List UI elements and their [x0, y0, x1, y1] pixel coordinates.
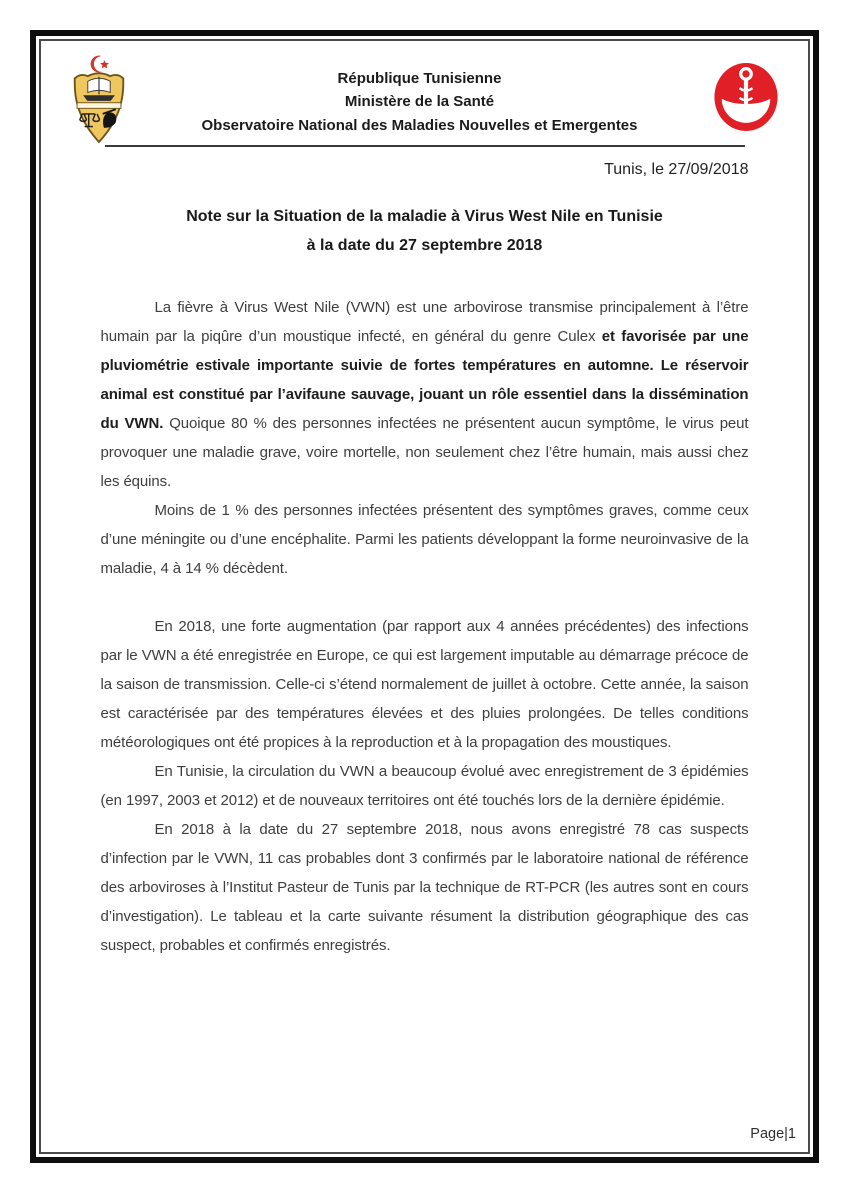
- paragraph-intro-bold-text: et favorisée par une pluviométrie estivale importante suivie de fortes températures en automne. Le réservoir animal est constitué par l’avifaune sauvage, jouant un rôle essentiel dans la dissémination du VWN.: [100, 327, 749, 432]
- document-body: [101, 293, 749, 960]
- document-title: [101, 203, 749, 261]
- header-ministry-line: Ministère de la Santé: [344, 93, 495, 111]
- date-line: Tunis, le 27/09/2018: [604, 161, 749, 178]
- ministry-health-logo-icon: [712, 61, 780, 138]
- page-inner-border: [39, 39, 810, 1154]
- header-divider-line: [105, 145, 745, 147]
- document-header: [41, 41, 808, 145]
- header-observatory-line: Observatoire National des Maladies Nouvelles et Emergentes: [201, 116, 638, 134]
- tunisia-coat-of-arms-icon: [71, 53, 127, 150]
- paragraph-intro-text-b: Quoique 80 % des personnes infectées ne présentent aucun symptôme, le virus peut provoquer une maladie grave, voire mortelle, non seulement chez l’être humain, mais aussi chez les équins.: [100, 414, 749, 490]
- header-republic-line: République Tunisienne: [337, 70, 502, 87]
- header-title-block: [127, 53, 712, 137]
- paragraph-intro-text-a: La fièvre à Virus West Nile (VWN) est une arbovirose transmise principalement à l’être humain par la piqûre d’un moustique infecté, en général du genre Culex: [100, 298, 749, 345]
- page-number: Page|1: [750, 1126, 796, 1142]
- paragraph-tunisia-history: En Tunisie, la circulation du VWN a beaucoup évolué avec enregistrement de 3 épidémies (en 1997, 2003 et 2012) et de nouveaux territoires ont été touchés lors de la dernière épidémie.: [100, 762, 749, 809]
- paragraph-symptoms: Moins de 1 % des personnes infectées présentent des symptômes graves, comme ceux d’une méningite ou d’une encéphalite. Parmi les patients développant la forme neuroinvasive de la maladie, 4 à 14 % décèdent.: [100, 501, 749, 577]
- paragraph-case-counts: En 2018 à la date du 27 septembre 2018, nous avons enregistré 78 cas suspects d’infection par le VWN, 11 cas probables dont 3 confirmés par le laboratoire national de référence des arboviroses à l’Institut Pasteur de Tunis par la technique de RT-PCR (les autres sont en cours d’investigation). Le tableau et la carte suivante résument la distribution géographique des cas suspect, probables et confirmés enregistrés.: [100, 820, 749, 954]
- paragraph-europe-2018: En 2018, une forte augmentation (par rapport aux 4 années précédentes) des infections par le VWN a été enregistrée en Europe, ce qui est largement imputable au démarrage précoce de la saison de transmission. Celle-ci s’étend normalement de juillet à octobre. Cette année, la saison est caractérisée par des températures élevées et des pluies prolongées. De telles conditions météorologiques ont été propices à la reproduction et à la propagation des moustiques.: [100, 617, 749, 751]
- document-title-line2: à la date du 27 septembre 2018: [306, 236, 543, 254]
- paragraph-intro: [101, 293, 749, 496]
- page-border-frame: [30, 30, 819, 1163]
- document-title-line1: Note sur la Situation de la maladie à Virus West Nile en Tunisie: [186, 208, 663, 225]
